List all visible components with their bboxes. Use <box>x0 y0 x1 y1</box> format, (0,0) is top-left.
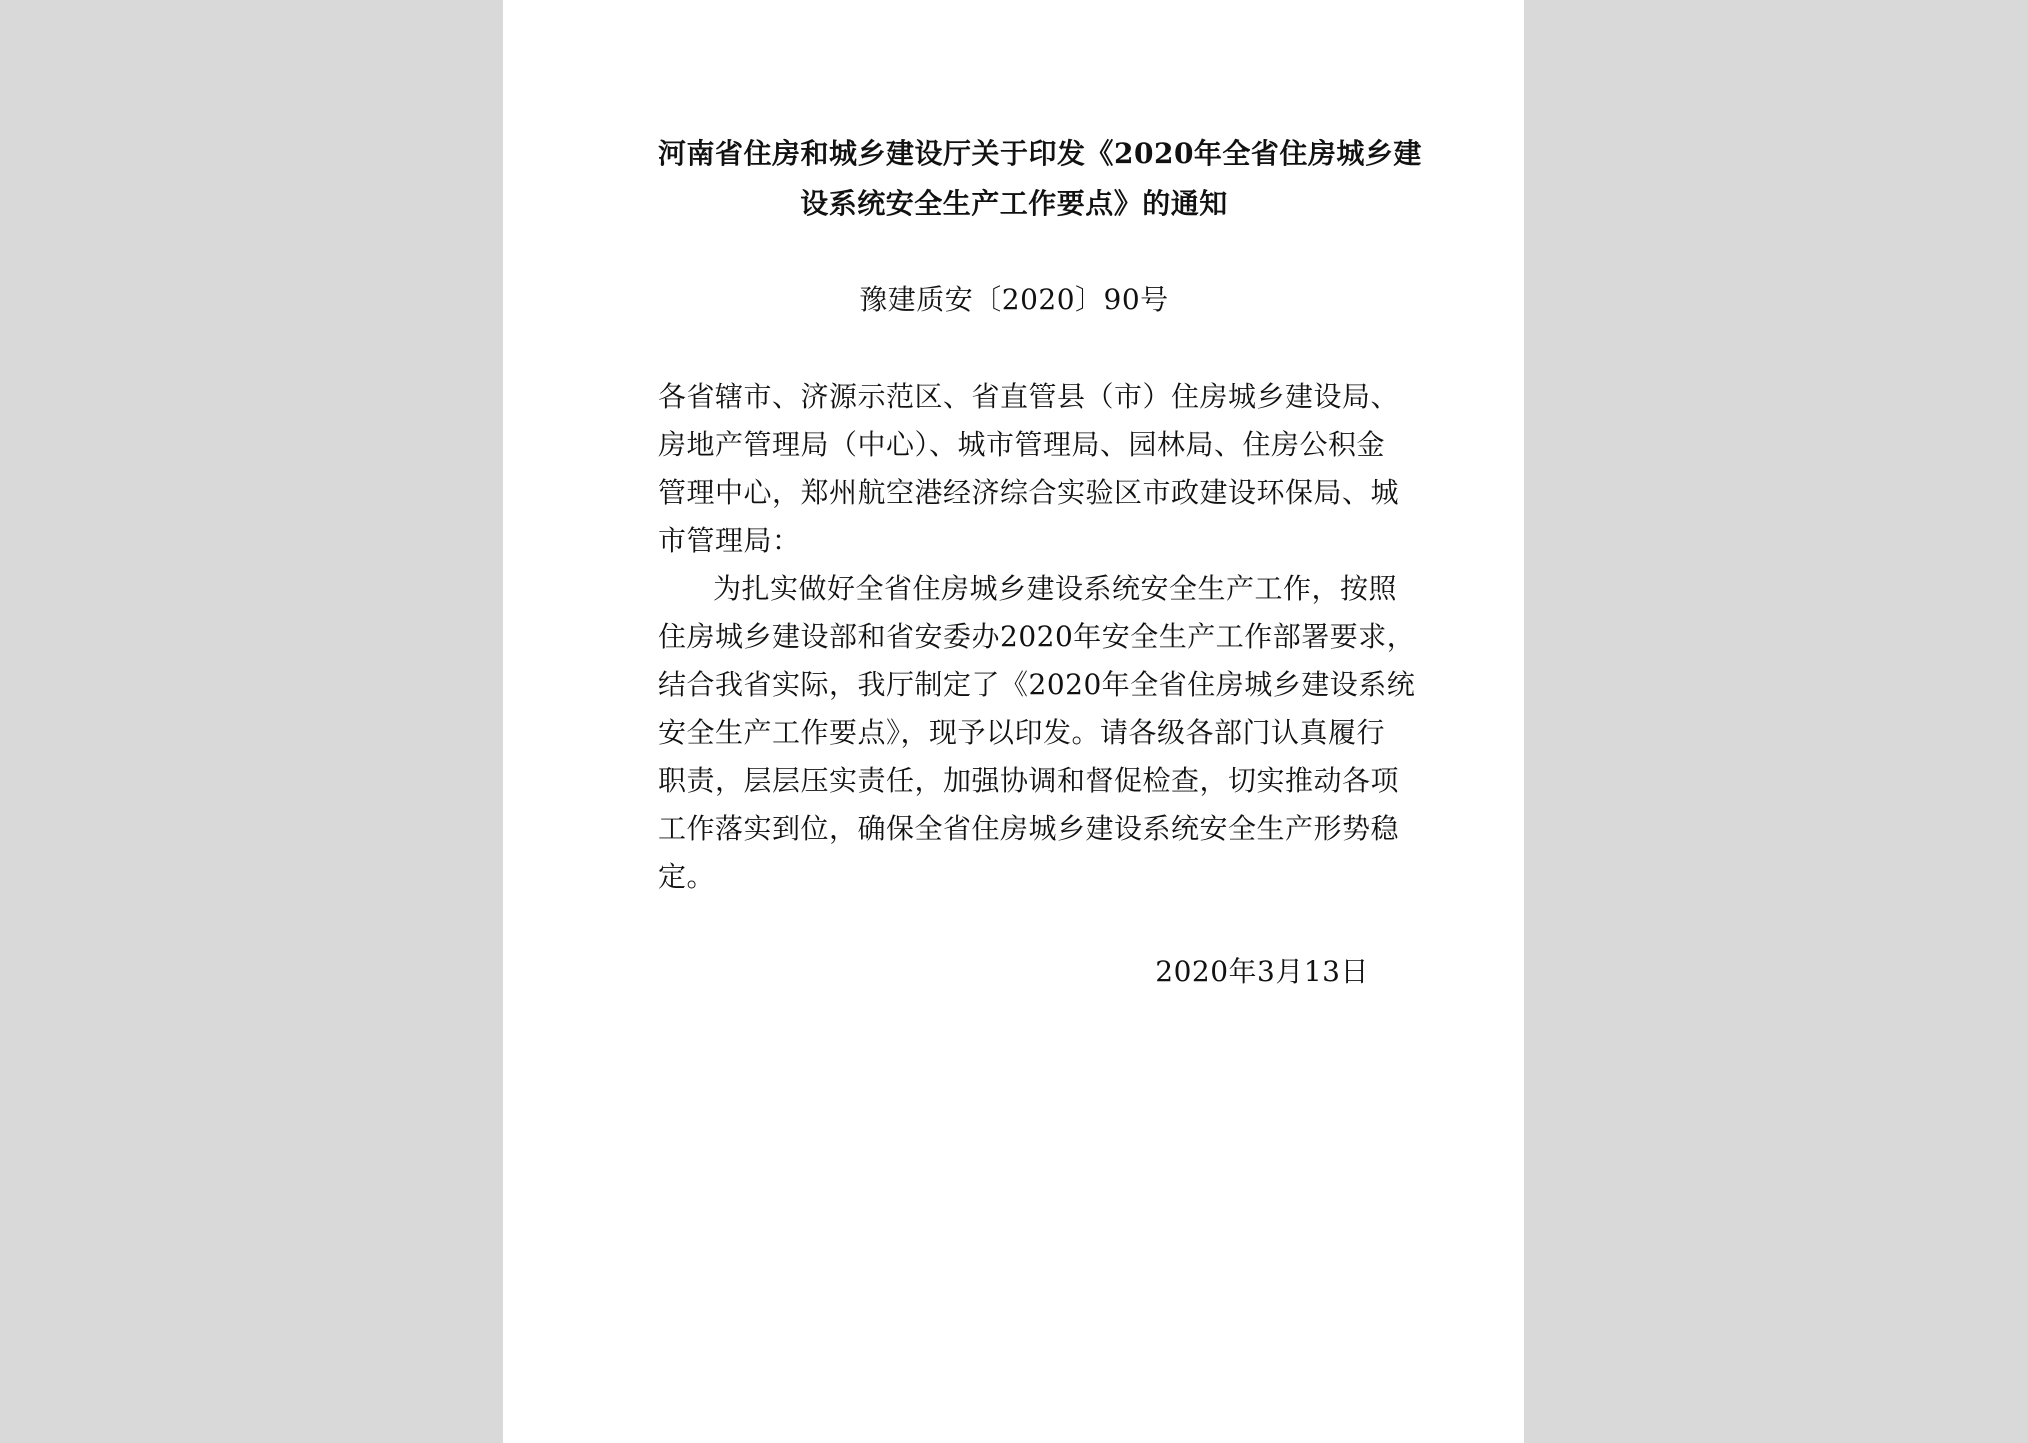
addressee-line-2: 房地产管理局（中心）、城市管理局、园林局、住房公积金 <box>658 428 1386 461</box>
body-line-4: 安全生产工作要点》，现予以印发。请各级各部门认真履行 <box>658 716 1386 749</box>
body-line-2: 住房城乡建设部和省安委办2020年安全生产工作部署要求， <box>658 620 1416 653</box>
document-date: 2020年3月13日 <box>1155 955 1369 988</box>
addressee-line-4: 市管理局： <box>658 524 801 557</box>
document-number: 豫建质安〔2020〕90号 <box>859 283 1169 316</box>
body-line-7: 定。 <box>658 860 716 893</box>
body-line-5: 职责，层层压实责任，加强协调和督促检查，切实推动各项 <box>658 764 1400 797</box>
body-line-6: 工作落实到位，确保全省住房城乡建设系统安全生产形势稳 <box>658 812 1400 845</box>
addressee-line-1: 各省辖市、济源示范区、省直管县（市）住房城乡建设局、 <box>658 380 1400 413</box>
body-line-1: 为扎实做好全省住房城乡建设系统安全生产工作，按照 <box>713 572 1398 605</box>
document-title-line-1: 河南省住房和城乡建设厅关于印发《2020年全省住房城乡建 <box>658 137 1422 170</box>
body-line-3: 结合我省实际，我厅制定了《2020年全省住房城乡建设系统 <box>658 668 1416 701</box>
document-page <box>503 0 1524 1443</box>
document-title-line-2: 设系统安全生产工作要点》的通知 <box>800 187 1228 220</box>
addressee-line-3: 管理中心，郑州航空港经济综合实验区市政建设环保局、城 <box>658 476 1400 509</box>
